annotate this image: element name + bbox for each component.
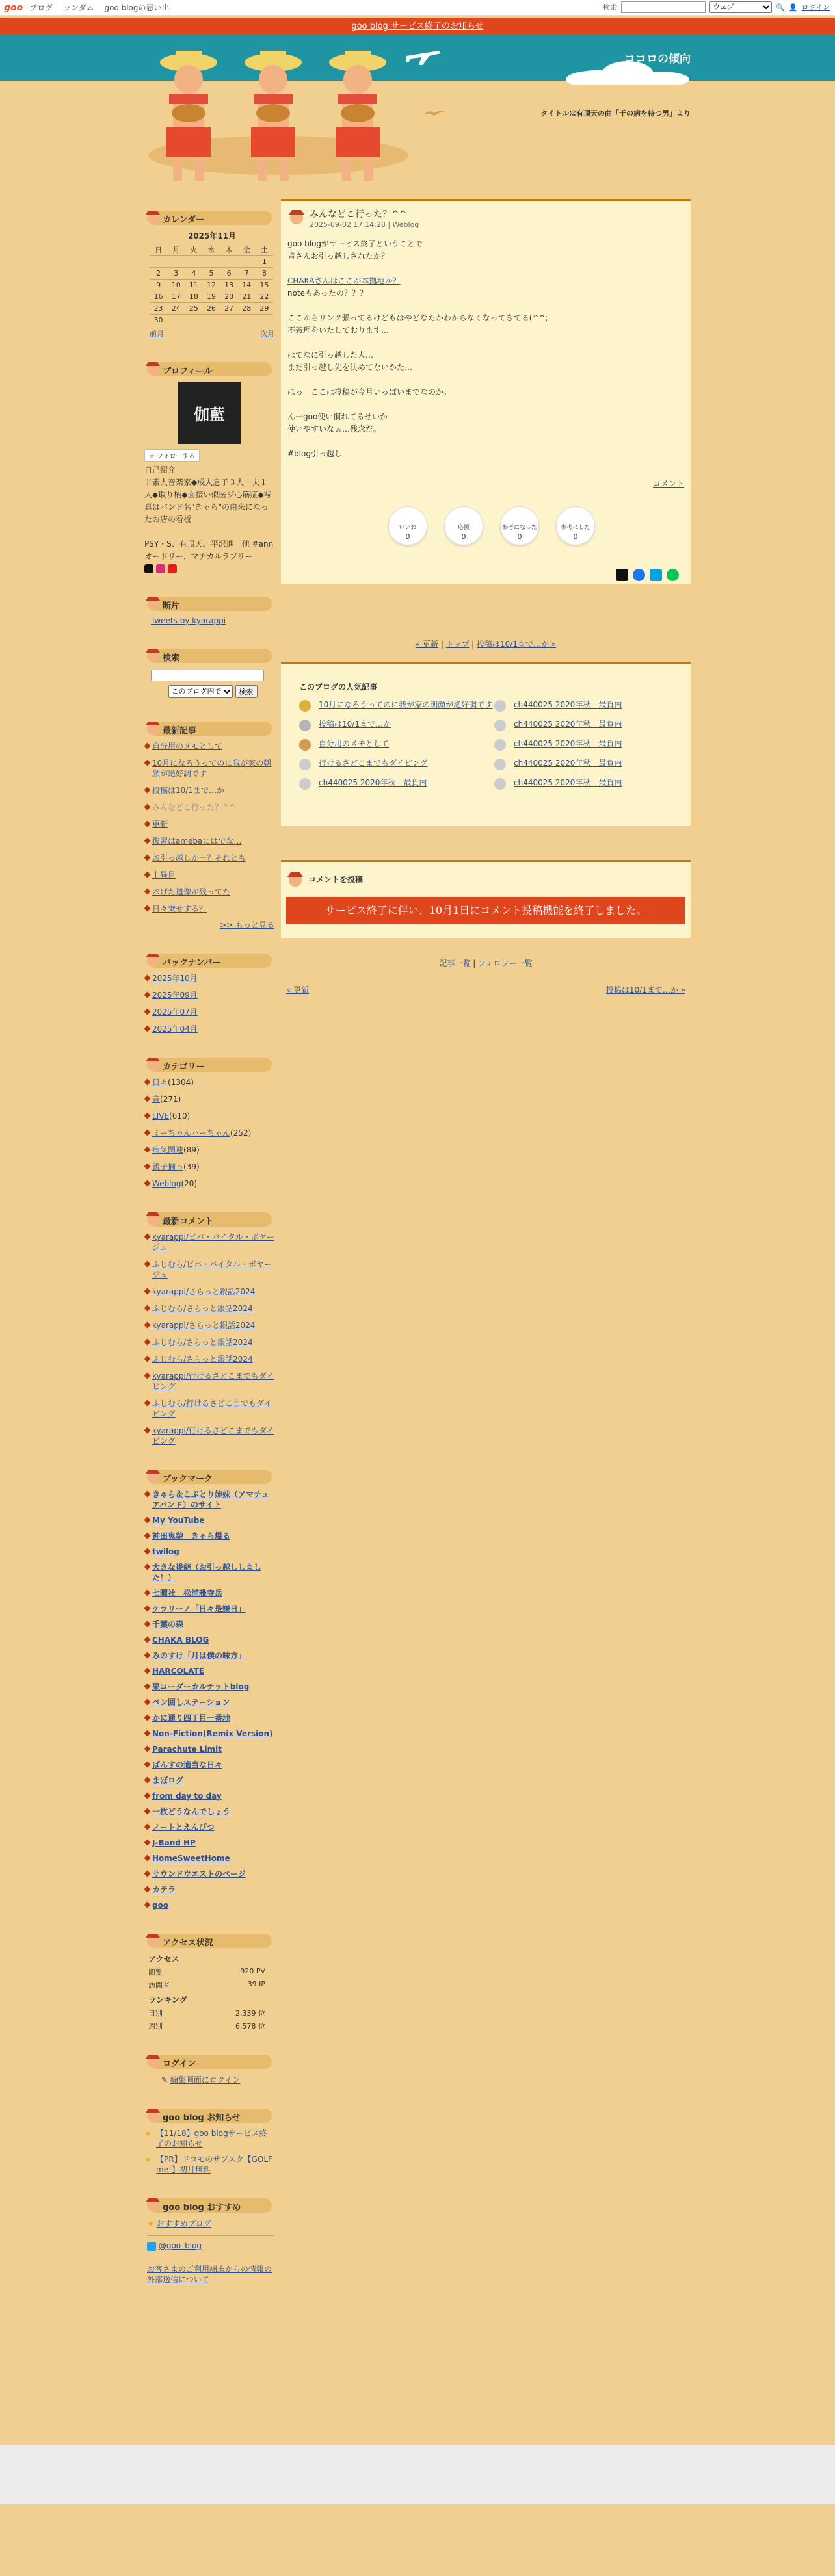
x-share-icon[interactable] [616, 569, 628, 581]
list-item: 自分用のメモとして [144, 741, 274, 751]
section-heading: 断片 [144, 593, 274, 612]
popular-list-left [299, 700, 494, 798]
list-item: ミーちゃんハーちゃん(252) [144, 1128, 274, 1138]
backnumber-section [144, 950, 274, 1034]
line-share-icon[interactable] [667, 569, 679, 581]
bottom-pager [281, 984, 691, 995]
list-item: ch440025 2020年秋 最負内 [494, 739, 622, 751]
hula-head-icon [144, 1467, 161, 1484]
hula-head-icon [144, 2106, 161, 2123]
hula-head-icon [144, 208, 161, 225]
hula-head-icon [286, 870, 304, 888]
list-item: J-Band HP [144, 1838, 274, 1848]
stat-row: 週別 6,578 位 [148, 2022, 265, 2031]
blog-header [0, 35, 835, 190]
recent-section [144, 718, 274, 930]
hula-head-icon [144, 1055, 161, 1072]
tweets-link[interactable]: Tweets by kyarappi [151, 616, 226, 625]
calendar-next-link[interactable]: 次月 [260, 330, 274, 338]
list-item: Non-Fiction(Remix Version) [144, 1728, 274, 1739]
rank-circle-icon [299, 759, 311, 770]
login-section [144, 2051, 274, 2085]
list-item: 10月になろうってのに我が家の朝顔が絶好調です [144, 758, 274, 779]
list-item: 更新 [144, 819, 274, 829]
list-item: ふじむら/さらっと銀話2024 [144, 1337, 274, 1347]
access-stats [148, 1953, 274, 2031]
reaction-helpful-button[interactable]: 参考になった 0 [500, 506, 539, 545]
comment-link[interactable]: コメント [652, 479, 684, 488]
goo-notice-list [144, 2128, 274, 2175]
list-item: goo [144, 1900, 274, 1910]
list-item: LIVE(610) [144, 1111, 274, 1121]
hula-figure-icon [150, 48, 228, 185]
list-item: ★ 【11/18】goo blogサービス終了のお知らせ [144, 2128, 274, 2149]
entry-meta: 2025-09-02 17:14:28 | Weblog [310, 220, 419, 229]
popular-heading: このブログの人気記事 [299, 683, 378, 692]
comment-post-section [281, 860, 691, 938]
follower-list-link[interactable]: フォロワー一覧 [478, 959, 533, 968]
list-item: 神田鬼貌 きゃら爆る [144, 1531, 274, 1541]
category-list [144, 1077, 274, 1189]
bottom-next-link[interactable]: 投稿は10/1まで…か » [605, 985, 685, 995]
access-section [144, 1930, 274, 2031]
main-content [281, 199, 691, 995]
blog-search-button[interactable]: 検索 [235, 685, 258, 698]
access-label: アクセス [148, 1955, 179, 1964]
comment-closed-link[interactable]: サービス終了に伴い、10月1日にコメント投稿機能を終了しました。 [325, 904, 647, 917]
service-end-notice [0, 18, 835, 35]
hula-head-icon [144, 646, 161, 663]
comment-list [144, 1232, 274, 1446]
list-item: ch440025 2020年秋 最負内 [494, 720, 622, 731]
calendar [150, 230, 274, 339]
nav-random[interactable]: ランダム [63, 3, 94, 12]
blog-title[interactable]: ココロの傾向 [624, 53, 691, 66]
rank-crown-icon [299, 700, 311, 712]
list-item: CHAKA BLOG [144, 1635, 274, 1645]
list-item: 2025年07月 [144, 1007, 274, 1017]
list-item: カテラ [144, 1884, 274, 1895]
section-heading: 最新記事 [144, 718, 274, 737]
list-item: kyarappi/行けるさどこまでもダイビング [144, 1425, 274, 1446]
nav-memories[interactable]: goo blogの思い出 [104, 3, 170, 12]
hula-figure-icon [234, 48, 312, 185]
bookmark-list [144, 1489, 274, 1910]
hula-head-icon [144, 2052, 161, 2069]
list-item: HomeSweetHome [144, 1853, 274, 1864]
profile-sns [144, 564, 274, 573]
hula-head-icon [287, 207, 306, 226]
rank-circle-icon [494, 778, 506, 790]
airplane-icon [403, 42, 442, 68]
hula-head-icon [144, 594, 161, 611]
list-item: 親子揃っ(39) [144, 1162, 274, 1172]
search-section [144, 645, 274, 698]
sidebar [144, 207, 282, 2304]
list-item: ふじむら/さらっと銀話2024 [144, 1303, 274, 1314]
list-item: ペン回しステーション [144, 1697, 274, 1708]
admin-login-link[interactable]: 編集画面にログイン [170, 2075, 241, 2085]
calendar-section [144, 207, 274, 339]
stat-row: 日別 2,339 位 [148, 2009, 265, 2018]
reaction-buttons [388, 506, 595, 545]
list-item: みんなどこ行った？^^ [144, 802, 274, 813]
calendar-table: 日 月 火 水 木 金 土 1 2 3 4 5 6 7 8 9 10 11 12 13 14 15 16 17 18 19 20 21 22 23 24 25 26 27 28 29 30 [150, 244, 273, 326]
list-item: ノートとえんぴつ [144, 1822, 274, 1832]
reaction-like-button[interactable]: いいね 0 [388, 506, 427, 545]
pen-icon: ✎ [161, 2075, 170, 2085]
entry-list-link[interactable]: 記事一覧 [439, 959, 471, 968]
list-item: サウンドウエストのページ [144, 1869, 274, 1879]
list-item: 病気関連(89) [144, 1145, 274, 1155]
section-heading: goo blog おすすめ [144, 2194, 274, 2214]
footer [0, 2445, 835, 2504]
list-item: ch440025 2020年秋 最負内 [494, 700, 622, 712]
popular-posts [281, 662, 691, 826]
list-item: みのすけ「月は僕の味方」 [144, 1650, 274, 1661]
top-search-input[interactable] [621, 1, 706, 13]
hula-head-icon [144, 1931, 161, 1948]
rank-crown-icon [299, 720, 311, 731]
section-heading: バックナンバー [144, 950, 274, 969]
list-item: 2025年09月 [144, 990, 274, 1000]
profile-interests: PSY・S、有頂天、平沢進 他 #ann オードリー、マヂカルラブリー [144, 540, 282, 561]
hula-head-icon [144, 719, 161, 736]
blog-search-scope[interactable] [168, 685, 233, 698]
section-heading: 検索 [144, 645, 274, 664]
list-item: ふじむら/ビバ・バイタル・ボヤージュ [144, 1259, 274, 1280]
hashtag[interactable]: #blog引っ越し [287, 449, 342, 458]
goo-notice-section [144, 2105, 274, 2175]
list-item: ぱんすの適当な日々 [144, 1760, 274, 1770]
section-heading: アクセス状況 [144, 1930, 274, 1949]
top-nav [29, 2, 177, 13]
reaction-referenced-button[interactable]: 参考にした 0 [556, 506, 595, 545]
list-item: まぼログ [144, 1775, 274, 1786]
hula-head-icon [144, 359, 161, 376]
rank-circle-icon [494, 720, 506, 731]
list-item: ch440025 2020年秋 最負内 [494, 759, 622, 770]
list-item: kyarappi/ビバ・バイタル・ボヤージュ [144, 1232, 274, 1253]
rank-crown-icon [299, 739, 311, 751]
list-item: 日々乗せする？ [144, 904, 274, 914]
list-item: Weblog(20) [144, 1178, 274, 1189]
list-item: 一枚どうなんでしょう [144, 1806, 274, 1817]
goo-logo[interactable]: goo [4, 2, 23, 13]
list-item: ★ 【PR】ドコモのサブスク【GOLF me!】初月無料 [144, 2154, 274, 2175]
x-icon[interactable] [144, 564, 153, 573]
list-item: 千葉の森 [144, 1619, 274, 1630]
rank-circle-icon [494, 700, 506, 712]
external-info-link[interactable]: お客さまのご利用端末からの情報の外部送信について [147, 2264, 272, 2284]
list-item: お引っ越しか一？それとも [144, 853, 274, 863]
entry-pager: « 更新 | トップ | 投稿は10/1まで…か » [415, 640, 557, 649]
bottom-prev-link[interactable]: « 更新 [286, 985, 310, 995]
list-item: ch440025 2020年秋 最負内 [494, 778, 622, 790]
category-section [144, 1054, 274, 1189]
stat-row: 閲覧 920 PV [148, 1967, 265, 1977]
list-item: ケラリーノ「日々是嫌日」 [144, 1604, 274, 1614]
list-item: ch440025 2020年秋 最負内 [299, 778, 494, 790]
list-item: おげた道像が残ってた [144, 887, 274, 897]
rank-circle-icon [494, 739, 506, 751]
list-item: 2025年04月 [144, 1024, 274, 1034]
search-icon[interactable]: 🔍 [776, 3, 785, 12]
recommend-link[interactable]: おすすめブログ [156, 2219, 211, 2228]
next-entry-link[interactable]: 投稿は10/1まで…か » [477, 640, 557, 649]
reaction-cheer-button[interactable]: 応援 0 [444, 506, 483, 545]
stat-row: 訪問者 39 IP [148, 1980, 265, 1990]
list-item: 投稿は10/1まで…か [144, 785, 274, 796]
list-item: kyarappi/さらっと銀話2024 [144, 1286, 274, 1297]
instagram-icon[interactable] [156, 564, 165, 573]
top-link[interactable]: トップ [445, 640, 470, 649]
ranking-label: ランキング [148, 1996, 187, 2005]
share-buttons [616, 569, 679, 581]
service-end-link[interactable]: goo blog サービス終了のお知らせ [351, 21, 484, 31]
profile-text: ド素人音楽家◆成人息子３人＋夫１人◆取り柄◆面接い似医ジ心筋症◆写真はバンド名"きゃら"の由来になったお店の看板 [144, 478, 272, 524]
profile-label: 自己紹介 [144, 465, 176, 475]
list-item: きゃら＆こぶとり姉妹（アマチュアバンド）のサイト [144, 1489, 274, 1510]
list-item: 投稿は10/1まで…か [299, 720, 494, 731]
list-item: 音(271) [144, 1094, 274, 1104]
hula-head-icon [144, 2196, 161, 2213]
recent-list [144, 741, 274, 914]
list-item: 日々(1304) [144, 1077, 274, 1087]
section-heading: カテゴリー [144, 1054, 274, 1073]
comment-closed-banner [286, 897, 685, 924]
entry-header [287, 207, 684, 229]
facebook-share-icon[interactable] [633, 569, 645, 581]
hatena-share-icon[interactable] [650, 569, 662, 581]
comments-section [144, 1208, 274, 1446]
entry-title[interactable]: みんなどこ行った？^^ [310, 209, 407, 220]
section-heading: 最新コメント [144, 1208, 274, 1228]
entry-category-link[interactable]: Weblog [392, 220, 419, 229]
list-item: 復習はamebaにはでな… [144, 836, 274, 846]
list-item: kyarappi/さらっと銀話2024 [144, 1320, 274, 1331]
hula-head-icon [144, 951, 161, 968]
youtube-icon[interactable] [168, 564, 177, 573]
follow-button[interactable]: ☆ フォローする [144, 449, 200, 462]
profile-section [144, 358, 282, 573]
nav-blog[interactable]: ブログ [29, 3, 53, 12]
calendar-month: 2025年11月 [187, 231, 237, 241]
search-scope-select[interactable] [709, 1, 772, 13]
user-icon: 👤 [788, 3, 798, 12]
list-item: HARCOLATE [144, 1666, 274, 1676]
list-item: 栗コーダーカルテットblog [144, 1682, 274, 1692]
comment-post-heading: コメントを投稿 [308, 874, 364, 884]
section-heading: ブックマーク [144, 1466, 274, 1485]
list-item: 行けるさどこまでもダイビング [299, 759, 494, 770]
blog-search-input[interactable] [151, 670, 264, 681]
backnumber-list [144, 973, 274, 1034]
section-heading: goo blog お知らせ [144, 2105, 274, 2124]
recommend-section [144, 2194, 274, 2285]
top-bar [0, 0, 835, 16]
list-links: 記事一覧 | フォロワー一覧 [439, 959, 533, 968]
section-heading: プロフィール [144, 358, 274, 378]
hula-figure-icon [319, 48, 397, 185]
blog-tagline: タイトルは有頂天の曲「千の病を待つ男」より [540, 109, 691, 118]
rank-circle-icon [494, 759, 506, 770]
rank-circle-icon [299, 778, 311, 790]
tweets-section [144, 593, 274, 625]
list-item: 10月になろうってのに我が家の朝顔が絶好調です [299, 700, 494, 712]
search-label: 検索 [603, 3, 618, 12]
hula-head-icon [144, 1210, 161, 1227]
entry-body: goo blogがサービス終了ということで 皆さんお引っ越しされたか？ CHAKAさんはここが本拠地か？ noteもあったの？？？ ここからリンク張ってるけどもはやどなたかわからなくなってきてる(^^; 不義理をいたしております… はてなに引っ越した人… まだ引っ越し先を決めてないかた… ほっ ここは投稿が今月いっぱいまでなのか。 ん一goo使い慣れてるせいか 使いやすいなぁ…残念だ。 #blog引っ越し [287, 239, 548, 458]
star-icon: ★ [147, 2219, 157, 2228]
list-item: My YouTube [144, 1515, 274, 1526]
list-item: 2025年10月 [144, 973, 274, 983]
list-item: かに通り四丁目一番地 [144, 1713, 274, 1723]
login-link[interactable]: ログイン [801, 3, 830, 12]
prev-entry-link[interactable]: « 更新 [415, 640, 439, 649]
top-search [603, 1, 830, 13]
section-heading: ログイン [144, 2051, 274, 2070]
calendar-prev-link[interactable]: 前月 [150, 330, 164, 338]
more-link[interactable]: >> もっと見る [220, 920, 274, 930]
list-item: ふじむら/さらっと銀話2024 [144, 1354, 274, 1364]
profile-image[interactable]: 伽藍 [178, 382, 241, 444]
bookmark-section [144, 1466, 274, 1910]
list-item: 上昼目 [144, 870, 274, 880]
list-item: 自分用のメモとして [299, 739, 494, 751]
entry [281, 199, 691, 584]
bird-icon [423, 108, 446, 118]
twitter-link[interactable]: @goo_blog [158, 2241, 202, 2250]
list-item: from day to day [144, 1791, 274, 1801]
list-item: ふじむら/行けるさどこまでもダイビング [144, 1398, 274, 1419]
list-item: twilog [144, 1546, 274, 1557]
popular-list-right [494, 700, 622, 798]
list-item: kyarappi/行けるさどこまでもダイビング [144, 1371, 274, 1392]
section-heading: カレンダー [144, 207, 274, 226]
twitter-icon [147, 2242, 156, 2251]
list-item: Parachute Limit [144, 1744, 274, 1754]
list-item: 七曜社 松浦雅寺岳 [144, 1588, 274, 1598]
list-item: 大きな後継（お引っ越ししました！） [144, 1562, 274, 1583]
chaka-link[interactable]: CHAKAさんはここが本拠地か？ [287, 276, 401, 285]
